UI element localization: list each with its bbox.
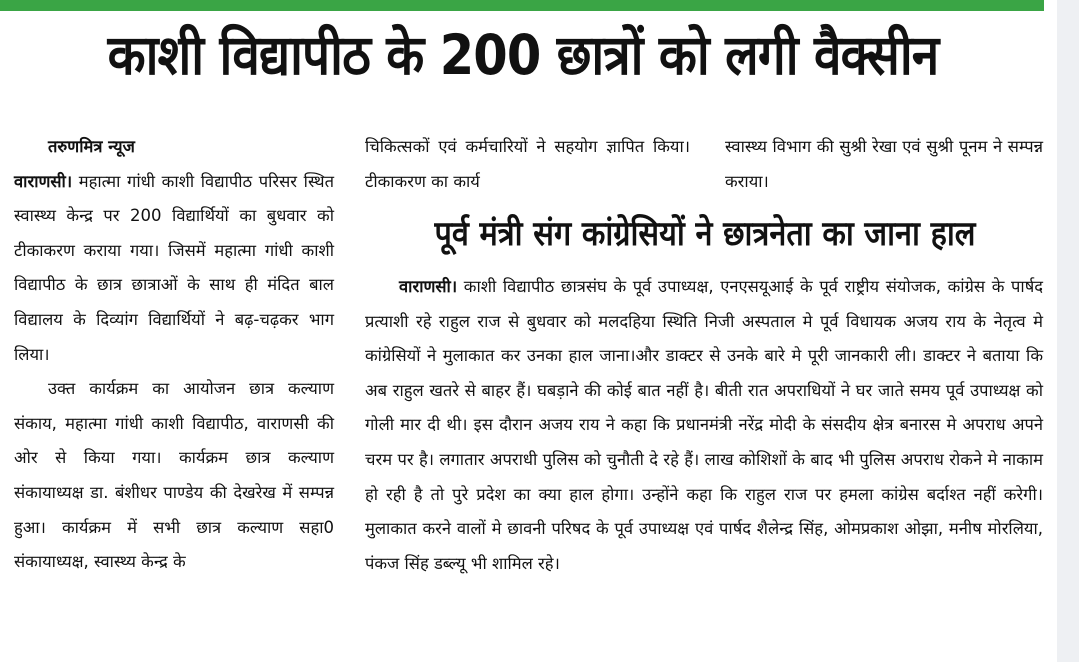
byline: तरुणमित्र न्यूज bbox=[48, 137, 135, 156]
story1-paragraph-3: चिकित्सकों एवं कर्मचारियों ने सहयोग ज्ञापित किया। टीकाकरण का कार्य bbox=[365, 137, 690, 191]
page-edge bbox=[1057, 0, 1079, 662]
story1-paragraph-2: उक्त कार्यक्रम का आयोजन छात्र कल्याण संकाय, महात्मा गांधी काशी विद्यापीठ, वाराणसी की ओर से किया गया। कार्यक्रम छात्र कल्याण संकायाध्यक्ष डा. बंशीधर पाण्डेय की देखरेख में सम्पन्न हुआ। कार्यक्रम में सभी छात्र कल्याण सहा0 संकायाध्यक्ष, स्वास्थ्य केन्द्र के bbox=[14, 379, 334, 572]
story2-dateline: वाराणसी। bbox=[399, 277, 458, 296]
story2-body-text: काशी विद्यापीठ छात्रसंघ के पूर्व उपाध्यक्ष, एनएसयूआई के पूर्व राष्ट्रीय संयोजक, कांग्रेस के पार्षद प्रत्याशी रहे राहुल राज से बुधवार को मलदहिया स्थिति निजी अस्पताल मे पूर्व विधायक अजय राय के नेतृत्व मे कांग्रेसियों ने मुलाकात कर उनका हाल जाना।और डाक्टर से उनके बारे मे पूरी जानकारी ली। डाक्टर ने बताया कि अब राहुल खतरे से बाहर हैं। घबड़ाने की कोई बात नहीं है। बीती रात अपराधियों ने घर जाते समय पूर्व उपाध्यक्ष को गोली मार दी थी। इस दौरान अजय राय ने कहा कि प्रधानमंत्री नरेंद्र मोदी के संसदीय क्षेत्र बनारस मे अपराध अपने चरम पर है। लगातार अपराधी पुलिस को चुनौती दे रहे हैं। लाख कोशिशों के बाद भी पुलिस अपराध रोकने मे नाकाम हो रही है तो पुरे प्रदेश का क्या हाल होगा। उन्होंने कहा कि राहुल राज पर हमला कांग्रेस बर्दाश्त नहीं करेगी। मुलाकात करने वालों मे छावनी परिषद के पूर्व उपाध्यक्ष एवं पार्षद शैलेन्द्र सिंह, ओमप्रकाश ओझा, मनीष मोरलिया, पंकज सिंह डब्ल्यू भी शामिल रहे। bbox=[365, 277, 1043, 573]
story1-paragraph-4: स्वास्थ्य विभाग की सुश्री रेखा एवं सुश्री पूनम ने सम्पन्न कराया। bbox=[725, 137, 1043, 191]
story2-headline: पूर्व मंत्री संग कांग्रेसियों ने छात्रनेता का जाना हाल bbox=[434, 214, 976, 254]
story2-paragraph bbox=[365, 270, 1043, 581]
story1-left-column bbox=[14, 130, 334, 580]
dateline: वाराणसी। bbox=[14, 171, 73, 191]
story1-middle-column bbox=[365, 130, 690, 199]
story1-paragraph-1 bbox=[14, 165, 334, 373]
story1-para1-text: महात्मा गांधी काशी विद्यापीठ परिसर स्थित स्वास्थ्य केन्द्र पर 200 विद्यार्थियों का बुधवार को टीकाकरण कराया गया। जिसमें महात्मा गांधी काशी विद्यापीठ के छात्र छात्राओं के साथ ही मंदित बाल विद्यालय के दिव्यांग विद्यार्थियों ने बढ़-चढ़कर भाग लिया। bbox=[14, 171, 334, 364]
main-headline: काशी विद्यापीठ के 200 छात्रों को लगी वैक्सीन bbox=[107, 23, 939, 87]
story1-right-column bbox=[725, 130, 1043, 199]
top-accent-bar bbox=[0, 0, 1044, 11]
story2-body-column bbox=[365, 270, 1043, 581]
